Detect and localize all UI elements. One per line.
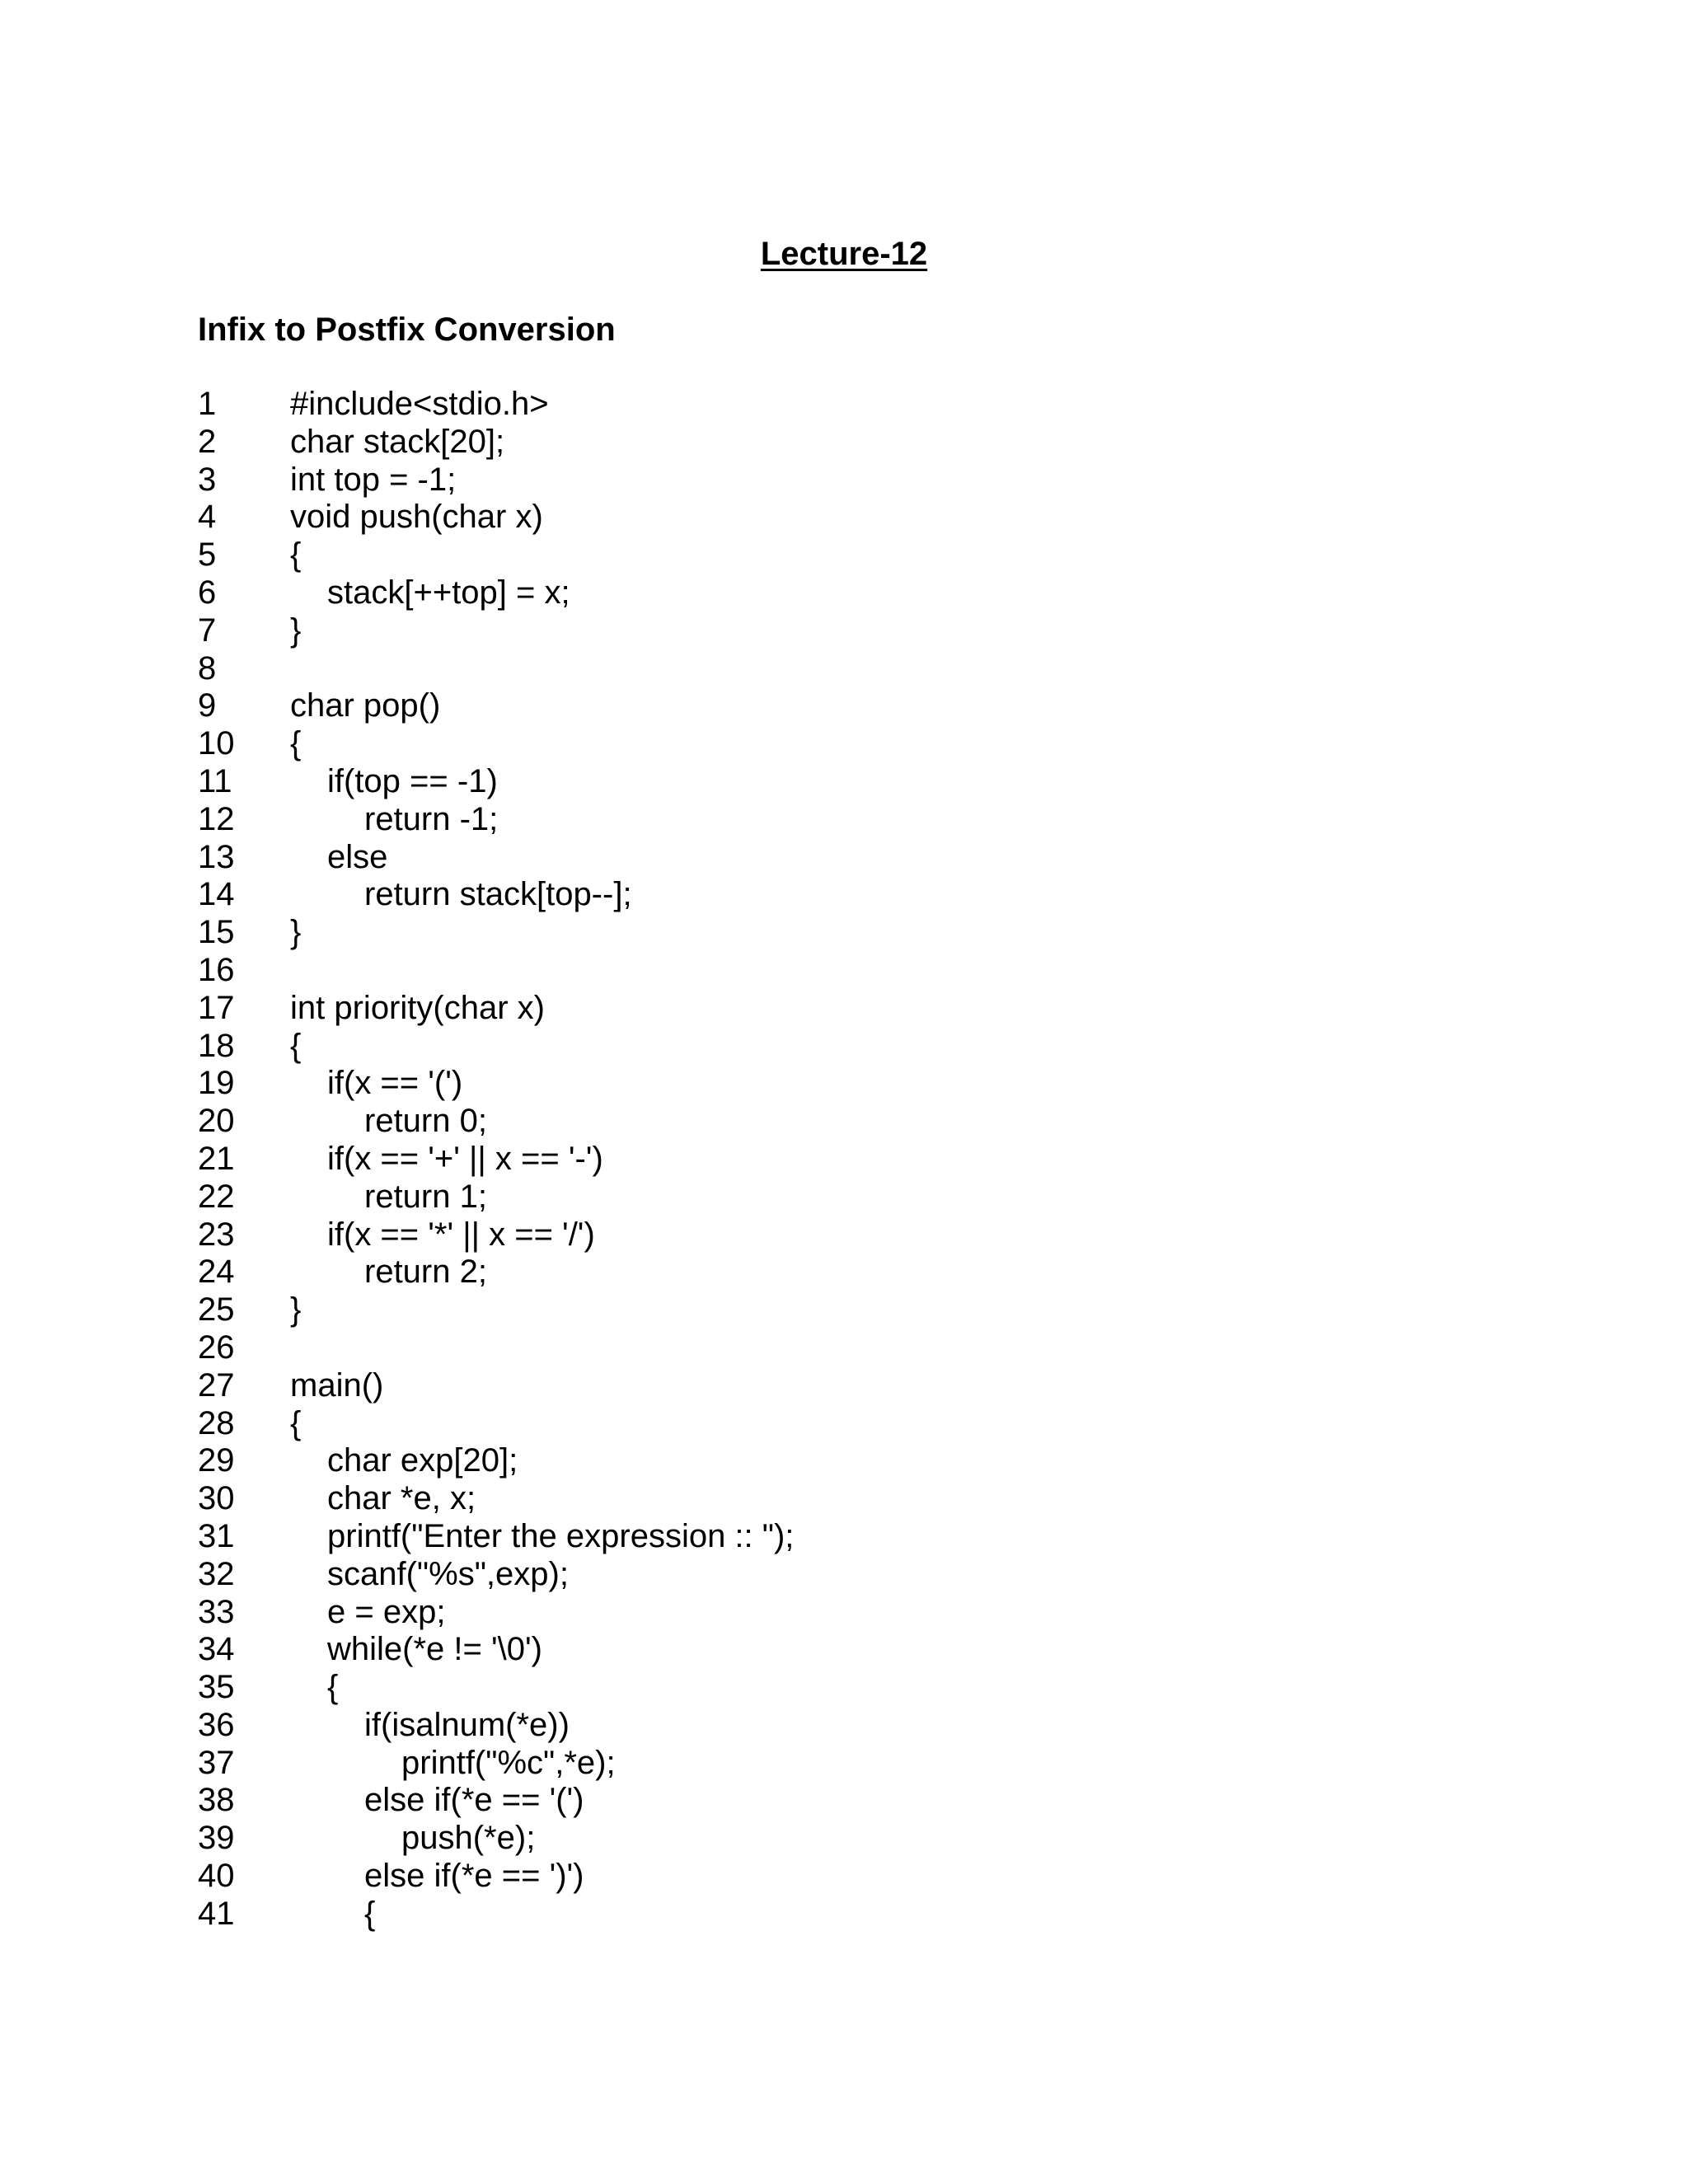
line-number: 16 — [198, 951, 235, 988]
line-number: 1 — [198, 386, 217, 422]
line-code: { — [290, 1027, 302, 1064]
line-number: 35 — [198, 1669, 235, 1706]
line-code: if(isalnum(*e)) — [364, 1706, 570, 1743]
line-code: char stack[20]; — [290, 423, 505, 460]
line-code: main() — [290, 1366, 384, 1404]
line-code: } — [290, 612, 302, 649]
line-number: 7 — [198, 612, 217, 649]
line-number: 31 — [198, 1517, 235, 1554]
line-code: e = exp; — [327, 1593, 446, 1630]
line-number: 39 — [198, 1820, 235, 1857]
line-code: return 1; — [364, 1178, 487, 1215]
line-number: 32 — [198, 1555, 235, 1592]
line-number: 26 — [198, 1329, 235, 1366]
line-number: 6 — [198, 574, 217, 611]
line-code: while(*e != '\0') — [327, 1631, 542, 1668]
line-number: 40 — [198, 1858, 235, 1895]
line-code: return 2; — [364, 1254, 487, 1291]
line-number: 29 — [198, 1442, 235, 1479]
line-code: else — [327, 838, 388, 875]
line-code: #include<stdio.h> — [290, 386, 549, 422]
line-code: { — [327, 1669, 339, 1706]
line-code: int top = -1; — [290, 461, 457, 498]
line-number: 38 — [198, 1782, 235, 1819]
line-code: char pop() — [290, 687, 441, 724]
line-number: 11 — [198, 762, 232, 799]
line-number: 23 — [198, 1216, 235, 1253]
line-number: 4 — [198, 499, 217, 536]
line-number: 24 — [198, 1254, 235, 1291]
line-code: scanf("%s",exp); — [327, 1555, 569, 1592]
line-code: } — [290, 914, 302, 951]
line-number: 25 — [198, 1291, 235, 1329]
line-code: stack[++top] = x; — [327, 574, 570, 611]
line-number: 5 — [198, 537, 217, 574]
line-code: { — [290, 537, 302, 574]
line-number: 10 — [198, 725, 235, 762]
line-number: 18 — [198, 1027, 235, 1064]
line-code: printf("%c",*e); — [401, 1744, 616, 1781]
line-number: 21 — [198, 1140, 235, 1177]
line-code: return 0; — [364, 1103, 487, 1140]
line-number: 34 — [198, 1631, 235, 1668]
line-number: 8 — [198, 649, 217, 687]
line-number: 9 — [198, 687, 217, 724]
line-number: 15 — [198, 914, 235, 951]
line-number: 20 — [198, 1103, 235, 1140]
lecture-title-text: Lecture-12 — [760, 236, 928, 272]
line-number: 17 — [198, 989, 235, 1026]
line-number: 28 — [198, 1404, 235, 1441]
line-code: printf("Enter the expression :: "); — [327, 1517, 795, 1554]
line-number: 3 — [198, 461, 217, 498]
line-number: 14 — [198, 876, 235, 913]
line-number: 22 — [198, 1178, 235, 1215]
line-code: if(top == -1) — [327, 762, 498, 799]
line-code: else if(*e == '(') — [364, 1782, 584, 1819]
line-code: return -1; — [364, 800, 499, 837]
line-code: if(x == '*' || x == '/') — [327, 1216, 595, 1253]
line-code: char *e, x; — [327, 1480, 476, 1517]
line-code: return stack[top--]; — [364, 876, 632, 913]
line-number: 19 — [198, 1065, 235, 1102]
section-heading: Infix to Postfix Conversion — [198, 312, 616, 348]
line-code: int priority(char x) — [290, 989, 545, 1026]
line-number: 33 — [198, 1593, 235, 1630]
line-code: { — [364, 1895, 376, 1932]
line-number: 27 — [198, 1366, 235, 1404]
line-code: else if(*e == ')') — [364, 1858, 584, 1895]
line-code: char exp[20]; — [327, 1442, 518, 1479]
line-number: 12 — [198, 800, 235, 837]
line-code: void push(char x) — [290, 499, 543, 536]
line-code: if(x == '+' || x == '-') — [327, 1140, 603, 1177]
line-code: { — [290, 1404, 302, 1441]
line-code: } — [290, 1291, 302, 1329]
line-code: push(*e); — [401, 1820, 536, 1857]
line-number: 2 — [198, 423, 217, 460]
line-number: 37 — [198, 1744, 235, 1781]
line-number: 41 — [198, 1895, 235, 1932]
line-code: { — [290, 725, 302, 762]
line-number: 13 — [198, 838, 235, 875]
line-code: if(x == '(') — [327, 1065, 463, 1102]
line-number: 30 — [198, 1480, 235, 1517]
lecture-title — [0, 232, 1688, 275]
line-number: 36 — [198, 1706, 235, 1743]
